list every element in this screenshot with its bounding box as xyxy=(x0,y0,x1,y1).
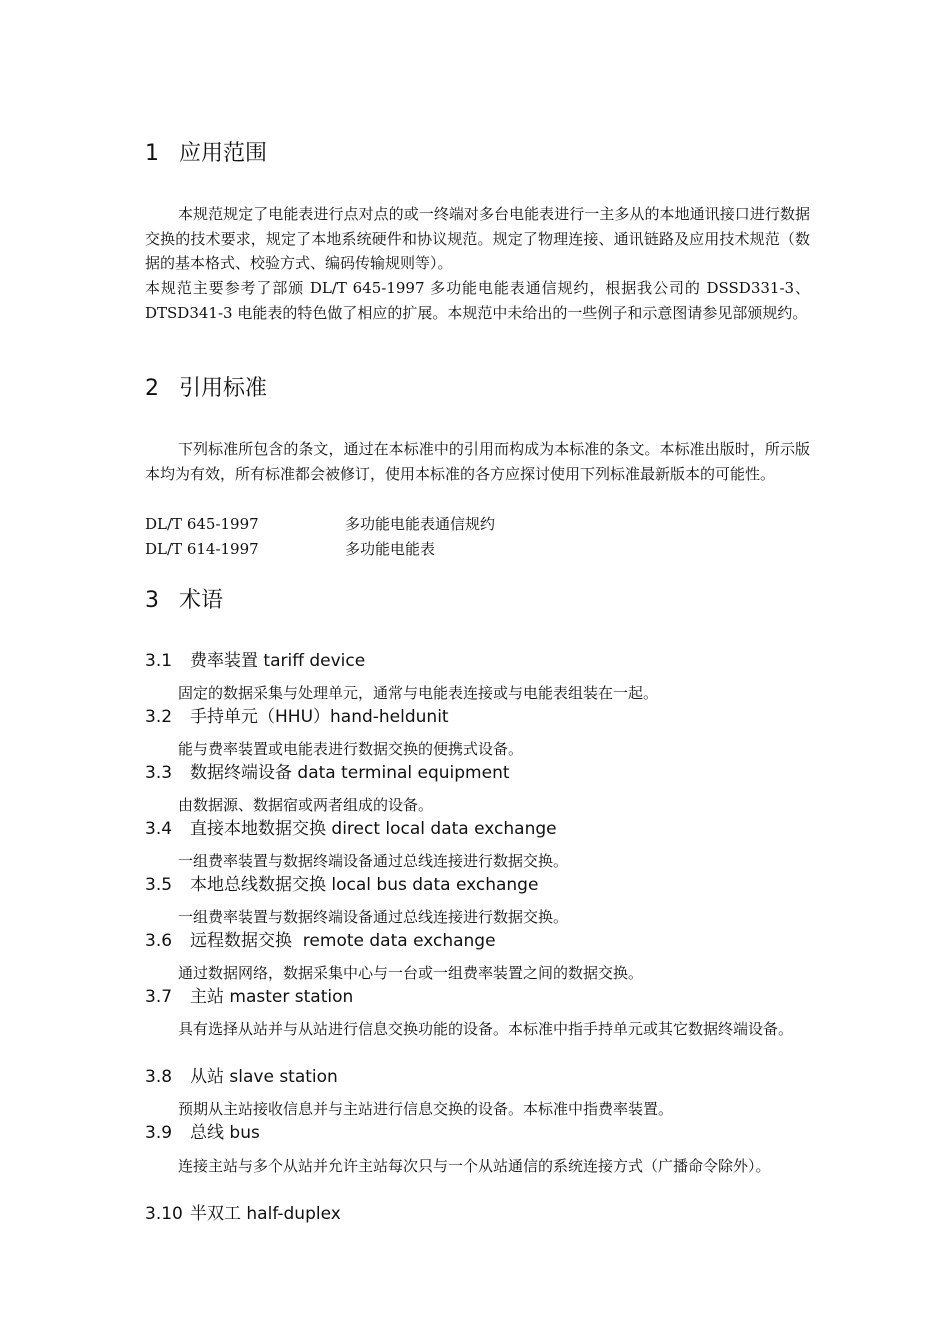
term-number: 3.5 xyxy=(145,875,173,895)
section-title: 应用范围 xyxy=(179,141,268,166)
reference-code: DL/T 645-1997 xyxy=(145,515,259,533)
term-heading xyxy=(145,986,353,1008)
section-number: 1 xyxy=(145,141,159,166)
reference-code: DL/T 614-1997 xyxy=(145,540,259,558)
term-definition: 能与费率装置或电能表进行数据交换的便携式设备。 xyxy=(178,740,524,758)
term-definition: 一组费率装置与数据终端设备通过总线连接进行数据交换。 xyxy=(178,852,569,870)
term-title: 总线 bus xyxy=(190,1123,260,1143)
term-title: 费率装置 tariff device xyxy=(190,651,366,671)
section-number: 2 xyxy=(145,376,159,401)
term-definition: 通过数据网络，数据采集中心与一台或一组费率装置之间的数据交换。 xyxy=(178,964,644,982)
section-2-heading xyxy=(145,375,267,403)
section-1-paragraph-1: 本规范规定了电能表进行点对点的或一终端对多台电能表进行一主多从的本地通讯接口进行数据交换的技术要求，规定了本地系统硬件和协议规范。规定了物理连接、通讯链路及应用技术规范（数据的基本格式、校验方式、编码传输规则等）。 xyxy=(145,205,810,272)
term-definition: 预期从主站接收信息并与主站进行信息交换的设备。本标准中指费率装置。 xyxy=(178,1100,674,1118)
term-title: 手持单元（HHU）hand-heldunit xyxy=(190,707,449,727)
term-heading xyxy=(145,1066,338,1088)
term-title: 本地总线数据交换 local bus data exchange xyxy=(190,875,539,895)
reference-row xyxy=(145,538,435,560)
reference-name: 多功能电能表 xyxy=(345,540,436,558)
term-heading xyxy=(145,874,538,896)
section-number: 3 xyxy=(145,588,159,613)
term-heading xyxy=(145,706,449,728)
term-title: 从站 slave station xyxy=(190,1067,338,1087)
term-number: 3.6 xyxy=(145,931,173,951)
term-definition: 具有选择从站并与从站进行信息交换功能的设备。本标准中指手持单元或其它数据终端设备。 xyxy=(178,1020,794,1038)
term-heading xyxy=(145,762,510,784)
term-heading xyxy=(145,818,557,840)
term-number: 3.4 xyxy=(145,819,173,839)
term-heading xyxy=(145,930,496,952)
term-number: 3.10 xyxy=(145,1204,183,1224)
term-number: 3.2 xyxy=(145,707,173,727)
term-title: 主站 master station xyxy=(190,987,354,1007)
term-number: 3.8 xyxy=(145,1067,173,1087)
section-3-heading xyxy=(145,587,223,615)
section-2-paragraph-1: 下列标准所包含的条文，通过在本标准中的引用而构成为本标准的条文。本标准出版时，所示版本均为有效，所有标准都会被修订，使用本标准的各方应探讨使用下列标准最新版本的可能性。 xyxy=(145,440,810,483)
term-heading xyxy=(145,1122,260,1144)
term-number: 3.3 xyxy=(145,763,173,783)
term-number: 3.1 xyxy=(145,651,173,671)
section-title: 引用标准 xyxy=(179,376,268,401)
term-title: 直接本地数据交换 direct local data exchange xyxy=(190,819,557,839)
reference-row xyxy=(145,513,495,535)
term-definition: 连接主站与多个从站并允许主站每次只与一个从站通信的系统连接方式（广播命令除外）。 xyxy=(178,1157,771,1175)
term-number: 3.7 xyxy=(145,987,173,1007)
section-title: 术语 xyxy=(179,588,224,613)
term-heading xyxy=(145,1203,341,1225)
reference-name: 多功能电能表通信规约 xyxy=(345,515,496,533)
term-title: 数据终端设备 data terminal equipment xyxy=(190,763,510,783)
term-title: 半双工 half-duplex xyxy=(190,1204,341,1224)
section-1-paragraph-2: 本规范主要参考了部颁 DL/T 645-1997 多功能电能表通信规约，根据我公司的 DSSD331-3、DTSD341-3 电能表的特色做了相应的扩展。本规范中未给出的一些例子和示意图请参见部颁规约。 xyxy=(145,279,810,322)
term-definition: 固定的数据采集与处理单元，通常与电能表连接或与电能表组装在一起。 xyxy=(178,684,659,702)
term-definition: 一组费率装置与数据终端设备通过总线连接进行数据交换。 xyxy=(178,908,569,926)
term-number: 3.9 xyxy=(145,1123,173,1143)
term-title: 远程数据交换 remote data exchange xyxy=(190,931,496,951)
term-heading xyxy=(145,650,365,672)
section-1-heading xyxy=(145,140,267,168)
term-definition: 由数据源、数据宿或两者组成的设备。 xyxy=(178,796,434,814)
